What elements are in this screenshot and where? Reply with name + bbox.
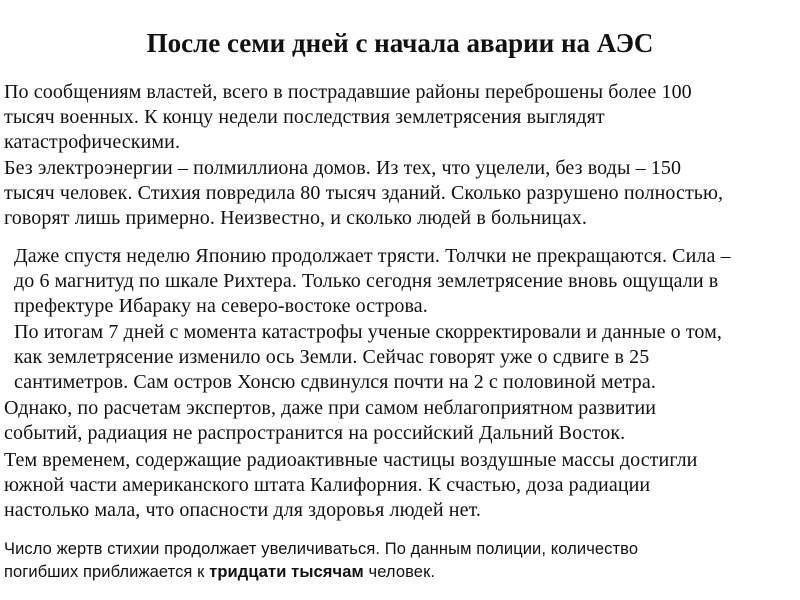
- paragraph-california: Тем временем, содержащие радиоактивные частицы воздушные массы достигли южной части американского штата Калифорния. К счастью, доза радиации настолько мала, что опасности для здоровья людей нет.: [4, 449, 698, 521]
- victims-text-end: человек.: [363, 563, 436, 581]
- paragraph-radiation-far-east: Однако, по расчетам экспертов, даже при самом неблагоприятном развитии событий, радиация не распространится на российский Дальний Восток.: [4, 397, 657, 444]
- page-title: После семи дней с начала аварии на АЭС: [146, 28, 654, 58]
- victims-count-bold: тридцати тысячам: [209, 563, 364, 581]
- paragraph-power-water: Без электроэнергии – полмиллиона домов. Из тех, что уцелели, без воды – 150 тысяч человек. Стихия повредила 80 тысяч зданий. Сколько разрушено полностью, говорят лишь примерно. Неизвестно, и сколько людей в больницах.: [4, 157, 724, 229]
- victims-text: Число жертв стихии продолжает увеличиваться. По данным полиции, количество погибших приближается к: [4, 540, 639, 581]
- paragraph-victims: [4, 538, 638, 584]
- paragraph-troops: По сообщениям властей, всего в пострадавшие районы переброшены более 100 тысяч военных. К концу недели последствия землетрясения выглядят катастрофическими.: [4, 81, 692, 153]
- paragraph-aftershocks: Даже спустя неделю Японию продолжает трясти. Толчки не прекращаются. Сила – до 6 магнитуд по шкале Рихтера. Только сегодня землетрясение вновь ощущали в префектуре Ибараку на северо-востоке острова.: [14, 245, 731, 317]
- paragraph-earth-axis: По итогам 7 дней с момента катастрофы ученые скорректировали и данные о том, как землетрясение изменило ось Земли. Сейчас говорят уже о сдвиге в 25 сантиметров. Сам остров Хонсю сдвинулся почти на 2 с половиной метра.: [14, 321, 723, 393]
